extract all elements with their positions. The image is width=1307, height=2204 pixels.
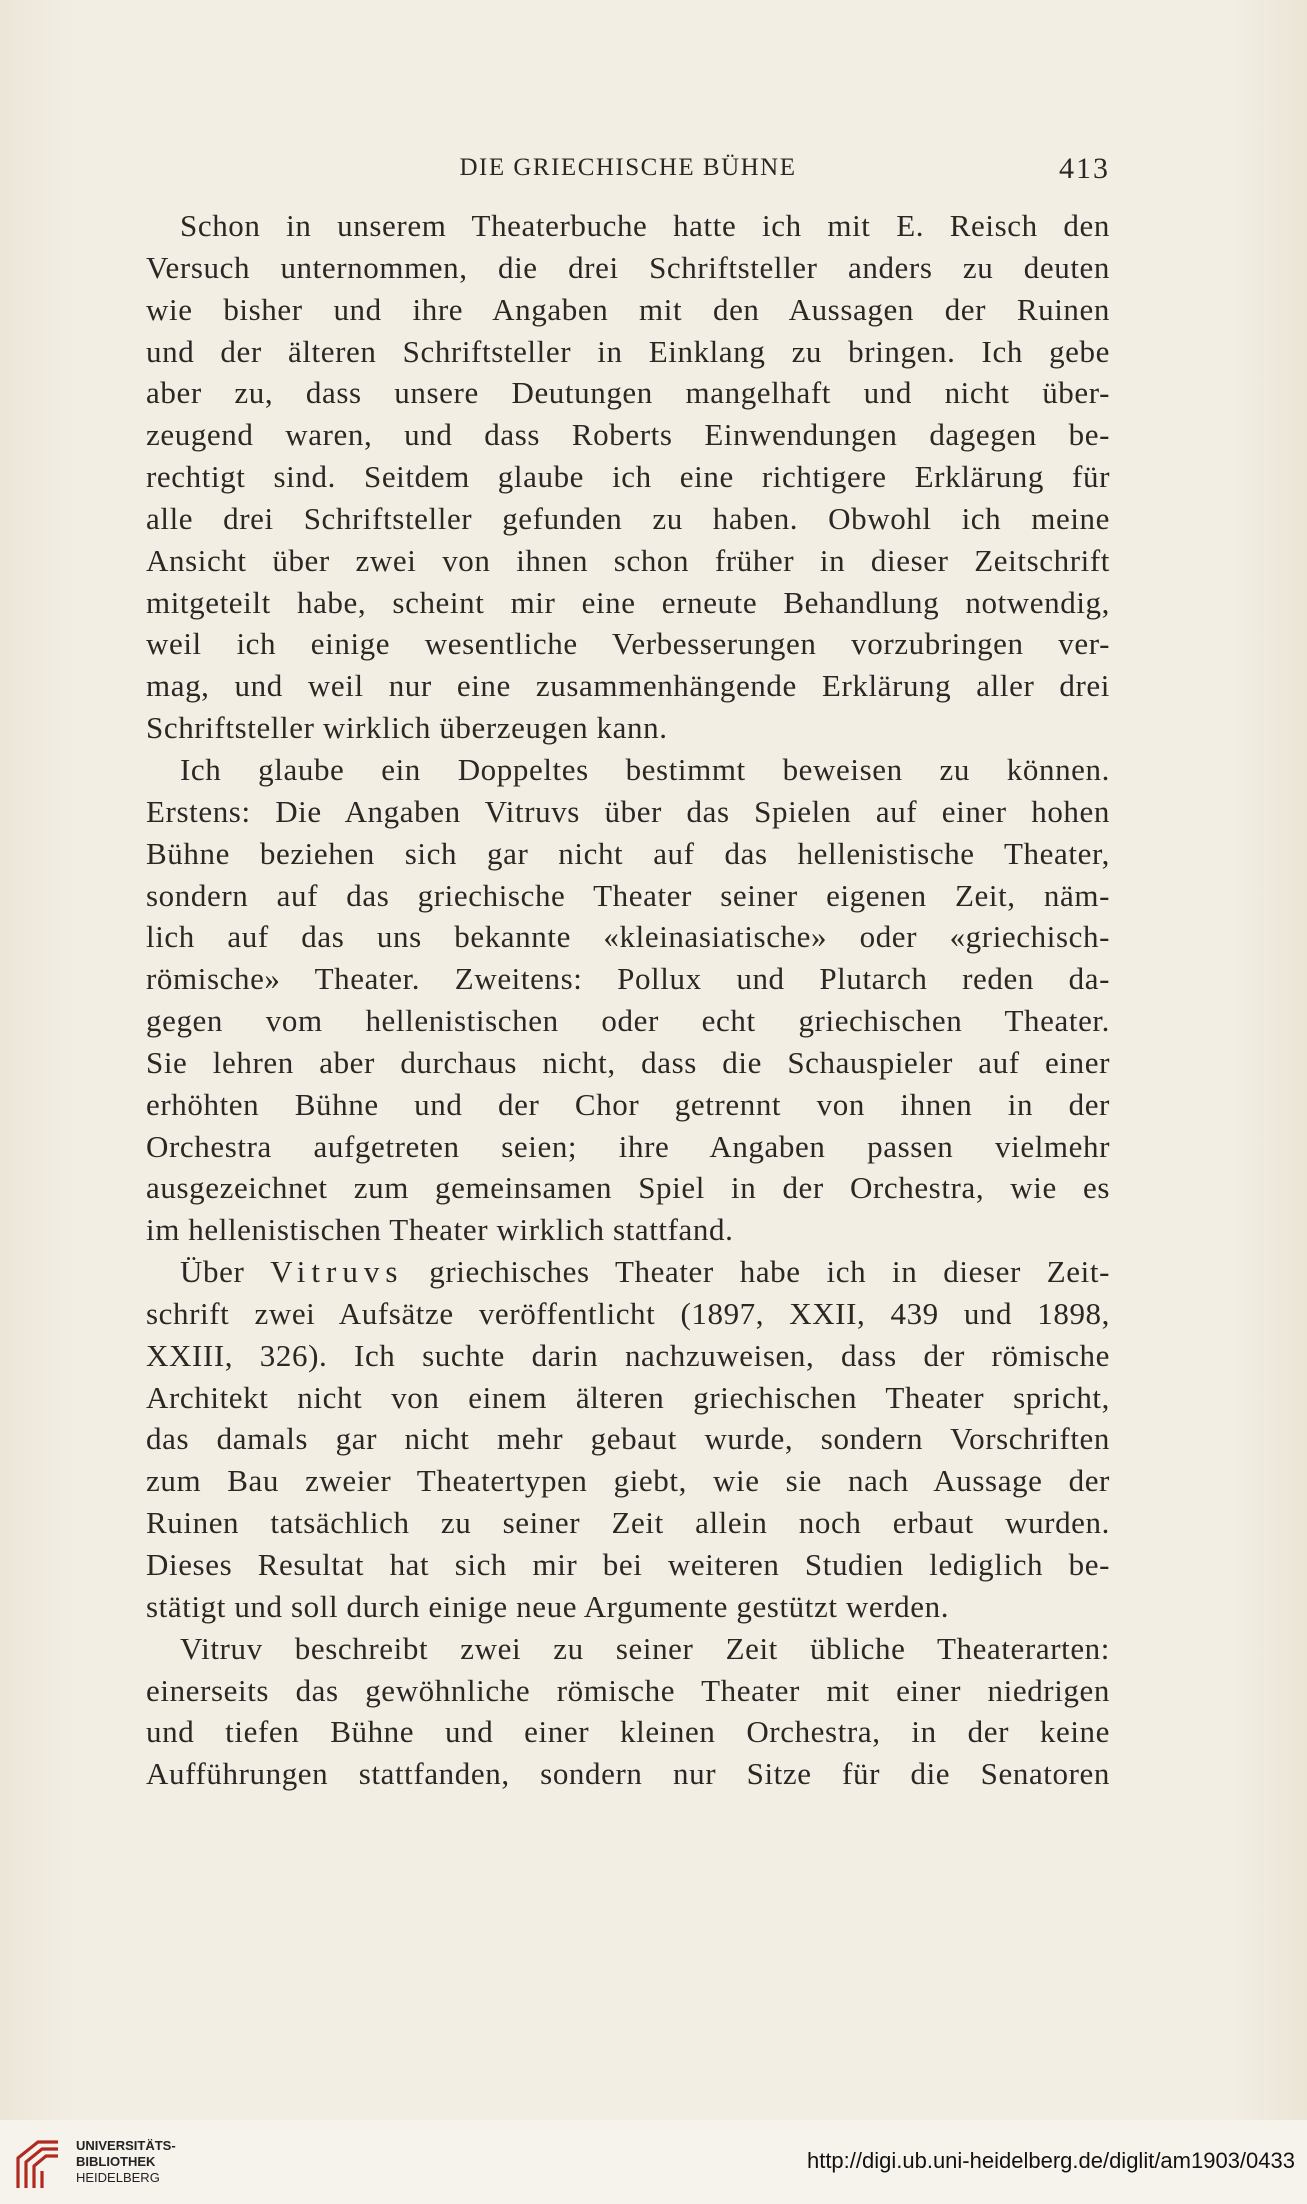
text-line: rechtigt sind. Seitdem glaube ich eine richtigere Erklärung für xyxy=(146,459,1110,495)
text-line: mag, und weil nur eine zusammenhängende Erklärung aller drei xyxy=(146,668,1110,704)
text-segment: griechisches Theater habe ich in dieser Zeit- xyxy=(403,1254,1110,1290)
text-line: Versuch unternommen, die drei Schriftsteller anders zu deuten xyxy=(146,249,1110,285)
text-segment: Über xyxy=(180,1254,271,1290)
text-line: Schriftsteller wirklich überzeugen kann. xyxy=(146,710,668,746)
text-line: alle drei Schriftsteller gefunden zu haben. Obwohl ich meine xyxy=(146,500,1110,536)
text-line: Orchestra aufgetreten seien; ihre Angaben passen vielmehr xyxy=(146,1128,1110,1164)
library-name-line: UNIVERSITÄTS- xyxy=(76,2138,176,2153)
text-line: wie bisher und ihre Angaben mit den Aussagen der Ruinen xyxy=(146,291,1110,327)
text-line: gegen vom hellenistischen oder echt griechischen Theater. xyxy=(146,1003,1110,1039)
text-line: aber zu, dass unsere Deutungen mangelhaft und nicht über- xyxy=(146,375,1110,411)
text-line: ausgezeichnet zum gemeinsamen Spiel in der Orchestra, wie es xyxy=(146,1170,1110,1206)
text-line: lich auf das uns bekannte «kleinasiatische» oder «griechisch- xyxy=(146,919,1110,955)
text-line: Architekt nicht von einem älteren griechischen Theater spricht, xyxy=(146,1379,1110,1415)
page-number: 413 xyxy=(1059,152,1110,185)
text-line: mitgeteilt habe, scheint mir eine erneute Behandlung notwendig, xyxy=(146,584,1110,620)
text-line: im hellenistischen Theater wirklich stattfand. xyxy=(146,1212,734,1248)
library-name-line: BIBLIOTHEK xyxy=(76,2154,156,2169)
text-line: Ruinen tatsächlich zu seiner Zeit allein noch erbaut wurden. xyxy=(146,1505,1110,1541)
text-line: das damals gar nicht mehr gebaut wurde, sondern Vorschriften xyxy=(146,1421,1110,1457)
text-line: Vitruv beschreibt zwei zu seiner Zeit übliche Theaterarten: xyxy=(180,1630,1110,1666)
library-name-line: HEIDELBERG xyxy=(76,2170,160,2185)
footer-bar xyxy=(0,2120,1307,2204)
text-line: zeugend waren, und dass Roberts Einwendungen dagegen be- xyxy=(146,417,1110,453)
library-logo-icon xyxy=(12,2136,66,2194)
text-line: und der älteren Schriftsteller in Einklang zu bringen. Ich gebe xyxy=(146,333,1110,369)
body-text xyxy=(146,205,1110,1795)
text-line xyxy=(146,1251,1110,1293)
text-line: einerseits das gewöhnliche römische Theater mit einer niedrigen xyxy=(146,1672,1110,1708)
text-line: Erstens: Die Angaben Vitruvs über das Spielen auf einer hohen xyxy=(146,793,1110,829)
text-line: sondern auf das griechische Theater seiner eigenen Zeit, näm- xyxy=(146,877,1110,913)
running-head xyxy=(146,152,1110,192)
text-line: Sie lehren aber durchaus nicht, dass die Schauspieler auf einer xyxy=(146,1044,1110,1080)
text-line: Ich glaube ein Doppeltes bestimmt beweisen zu können. xyxy=(180,751,1110,787)
text-line: zum Bau zweier Theatertypen giebt, wie sie nach Aussage der xyxy=(146,1463,1110,1499)
text-line: Aufführungen stattfanden, sondern nur Sitze für die Senatoren xyxy=(146,1756,1110,1792)
text-line: Schon in unserem Theaterbuche hatte ich mit E. Reisch den xyxy=(180,208,1110,243)
text-line: Dieses Resultat hat sich mir bei weiteren Studien lediglich be- xyxy=(146,1547,1110,1582)
text-line: Bühne beziehen sich gar nicht auf das hellenistische Theater, xyxy=(146,835,1110,871)
text-line: XXIII, 326). Ich suchte darin nachzuweisen, dass der römische xyxy=(146,1337,1110,1373)
text-line: und tiefen Bühne und einer kleinen Orchestra, in der keine xyxy=(146,1714,1110,1750)
text-line: Ansicht über zwei von ihnen schon früher in dieser Zeitschrift xyxy=(146,542,1110,578)
running-title: DIE GRIECHISCHE BÜHNE xyxy=(459,154,797,181)
spaced-emphasis: Vitruvs xyxy=(270,1254,404,1290)
text-line: schrift zwei Aufsätze veröffentlicht (1897, XXII, 439 und 1898, xyxy=(146,1295,1110,1331)
source-url-link[interactable]: http://digi.ub.uni-heidelberg.de/diglit/am1903/0433 xyxy=(806,2148,1295,2173)
library-name xyxy=(76,2138,176,2186)
text-line: römische» Theater. Zweitens: Pollux und Plutarch reden da- xyxy=(146,961,1110,997)
text-line: stätigt und soll durch einige neue Argumente gestützt werden. xyxy=(146,1588,950,1624)
text-line: erhöhten Bühne und der Chor getrennt von ihnen in der xyxy=(146,1086,1110,1122)
text-line: weil ich einige wesentliche Verbesserungen vorzubringen ver- xyxy=(146,626,1110,662)
